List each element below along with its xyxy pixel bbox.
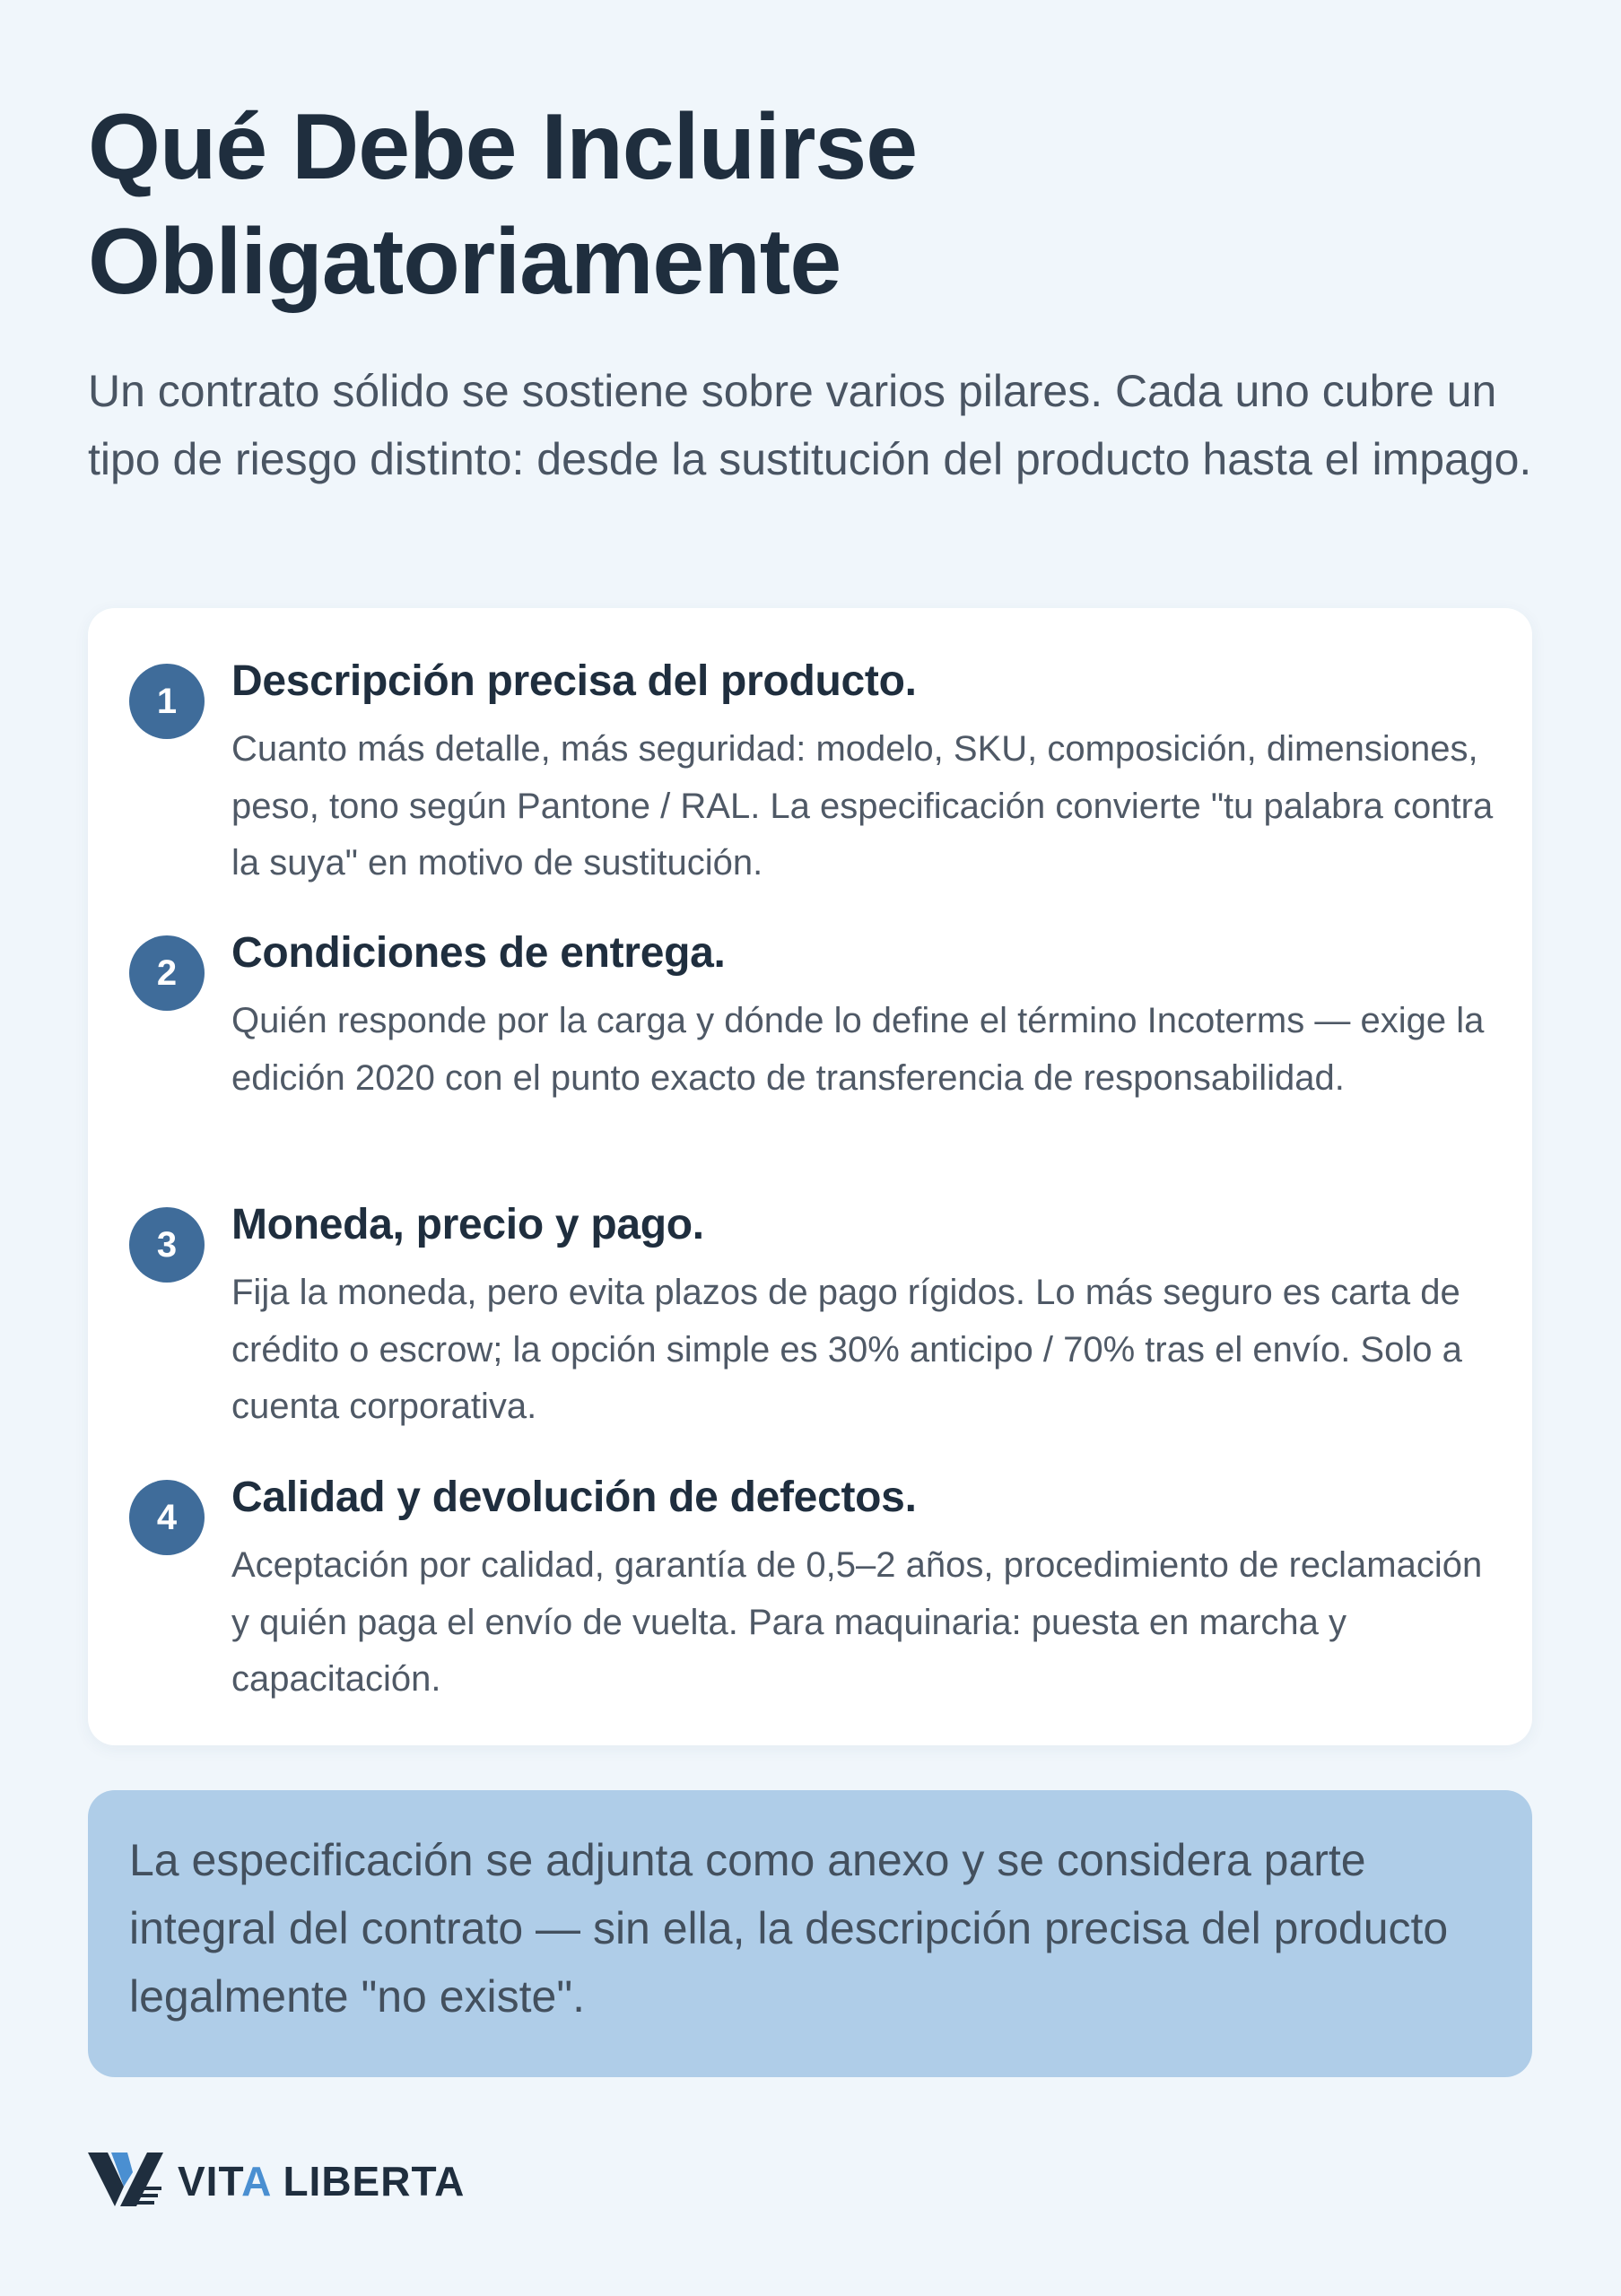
requirement-description: Quién responde por la carga y dónde lo define el término Incoterms — exige la edición 2020 con el punto exacto de transferencia de responsabilidad.	[231, 1001, 1485, 1098]
requirement-title: Descripción precisa del producto.	[231, 657, 917, 705]
requirement-title: Calidad y devolución de defectos.	[231, 1474, 917, 1521]
requirement-description: Aceptación por calidad, garantía de 0,5–2 años, procedimiento de reclamación y quién paga el envío de vuelta. Para maquinaria: puesta en marcha y capacitación.	[231, 1545, 1483, 1699]
specification-note	[88, 1790, 1532, 2077]
requirement-description: Cuanto más detalle, más seguridad: modelo, SKU, composición, dimensiones, peso, tono según Pantone / RAL. La especificación convierte "tu palabra contra la suya" en motivo de sustitución.	[231, 729, 1494, 883]
requirement-description: Fija la moneda, pero evita plazos de pago rígidos. Lo más seguro es carta de crédito o escrow; la opción simple es 30% anticipo / 70% tras el envío. Solo a cuenta corporativa.	[231, 1273, 1462, 1426]
requirement-title: Moneda, precio y pago.	[231, 1201, 704, 1248]
brand-name	[178, 2156, 465, 2206]
page-title-line-2: Obligatoriamente	[88, 210, 841, 314]
requirement-number-badge: 3	[129, 1207, 205, 1283]
brand-name-part-2: LIBERTA	[270, 2158, 466, 2205]
brand-name-part-1: VIT	[178, 2158, 242, 2205]
specification-note-text: La especificación se adjunta como anexo y se considera parte integral del contrato — sin ella, la descripción precisa del producto legalmente "no existe".	[129, 1835, 1449, 2022]
requirement-number-badge: 2	[129, 935, 205, 1011]
brand-name-accent-letter: A	[241, 2158, 271, 2205]
page-title	[88, 90, 1532, 319]
intro-paragraph: Un contrato sólido se sostiene sobre varios pilares. Cada uno cubre un tipo de riesgo distinto: desde la sustitución del producto hasta el impago.	[88, 366, 1532, 484]
page-title-line-1: Qué Debe Incluirse	[88, 95, 918, 199]
requirement-number-badge: 4	[129, 1480, 205, 1555]
requirement-title: Condiciones de entrega.	[231, 929, 726, 977]
requirements-card	[88, 608, 1532, 1745]
brand-logo	[88, 2151, 536, 2213]
vita-liberta-logo-icon	[88, 2151, 163, 2208]
requirement-number-badge: 1	[129, 664, 205, 739]
